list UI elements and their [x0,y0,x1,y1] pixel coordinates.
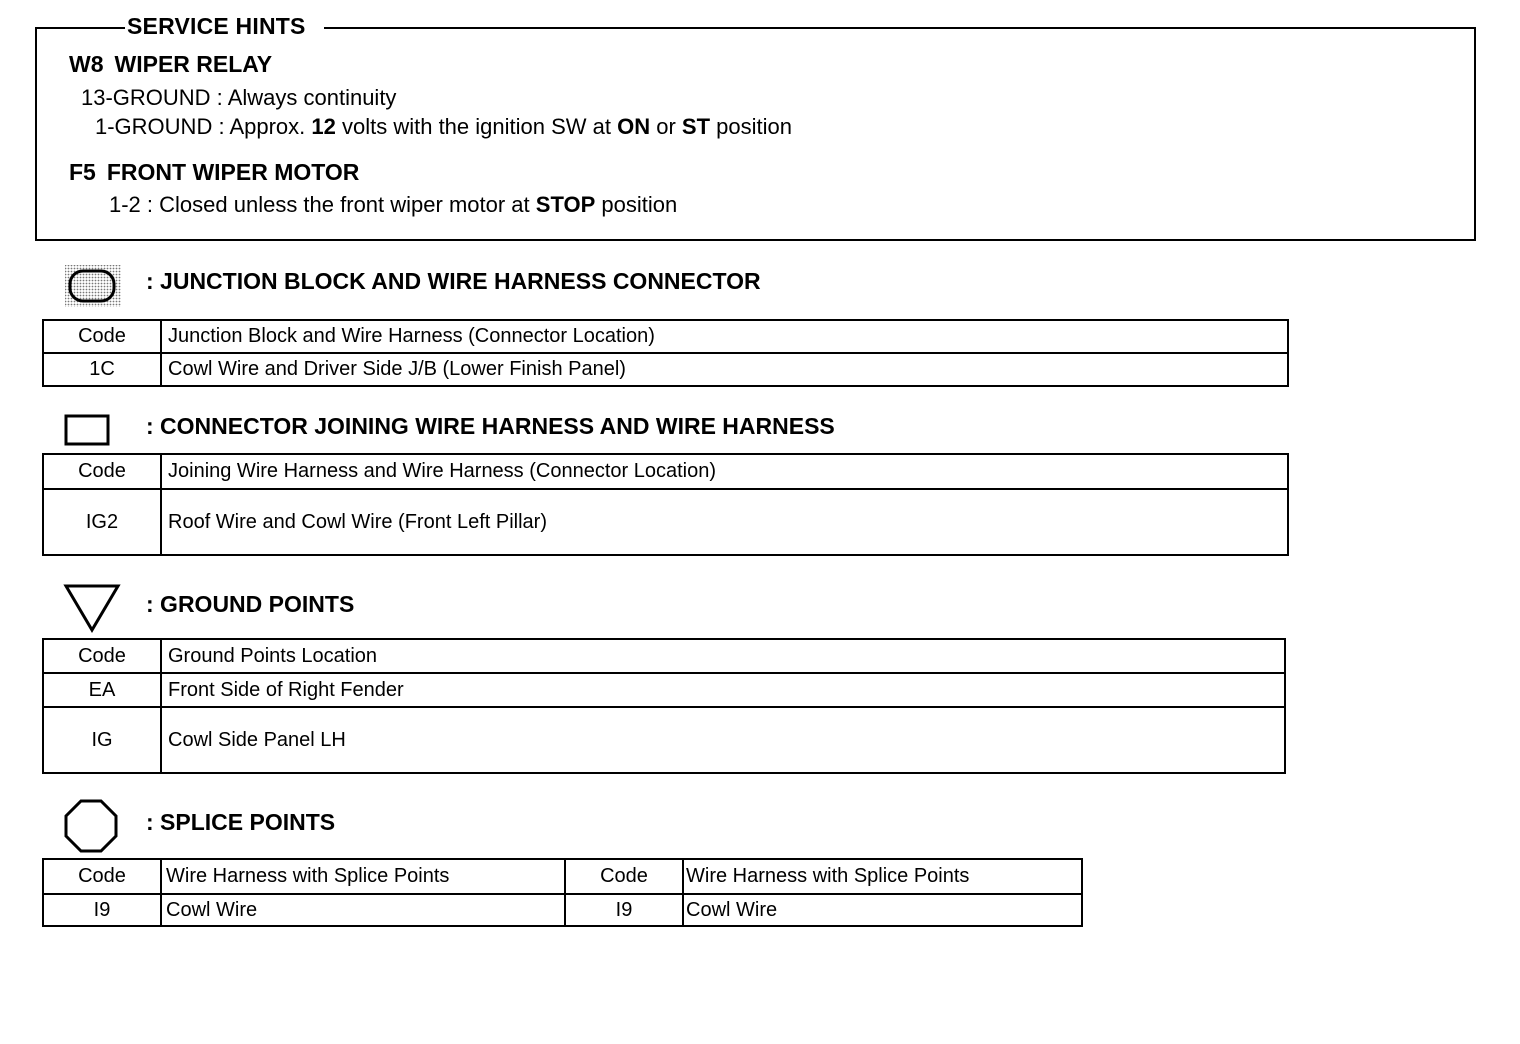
row-code: EA [43,673,161,707]
hint-f5-heading [69,159,359,186]
table-row [43,353,1288,386]
service-hints-box [35,13,1476,241]
table-header-row [43,454,1288,489]
row-code: IG [43,707,161,773]
hint-w8-line-2-text-2: or [650,114,682,139]
junction-block-table [42,319,1289,387]
hint-w8-line-2 [95,114,792,140]
row-code-2: I9 [565,894,683,926]
row-code: I9 [43,894,161,926]
header-code-2: Code [565,859,683,894]
hint-w8-line-2-on: ON [617,114,651,139]
triangle-down-icon [62,583,122,633]
hint-f5-name: FRONT WIPER MOTOR [106,159,360,185]
hint-w8-line-1: 13-GROUND : Always continuity [81,85,397,110]
hint-w8-line-2-text-1: volts with the ignition SW at [335,114,618,139]
row-desc: Front Side of Right Fender [161,673,1285,707]
ground-points-table [42,638,1286,774]
table-header-row [43,859,1082,894]
table-row [43,673,1285,707]
hint-w8-line-2-text-3: position [710,114,792,139]
octagon-icon [63,798,119,854]
rounded-rectangle-shaded-icon [64,264,122,308]
connector-joining-table [42,453,1289,556]
row-code: IG2 [43,489,161,555]
hint-f5-code: F5 [69,159,96,185]
table-row [43,894,1082,926]
table-row [43,707,1285,773]
row-desc: Cowl Wire and Driver Side J/B (Lower Finish Panel) [161,353,1288,386]
header-desc: Wire Harness with Splice Points [161,859,565,894]
splice-points-table [42,858,1083,927]
hint-f5-line-1-prefix: 1-2 : Closed unless the front wiper motor at [109,192,536,217]
hint-w8-code: W8 [69,51,104,77]
hint-f5-line-1 [109,192,677,218]
hint-w8-line-2-st: ST [681,114,711,139]
header-desc: Junction Block and Wire Harness (Connector Location) [161,320,1288,353]
hint-f5-line-1-text: position [595,192,678,217]
service-hints-title: SERVICE HINTS [125,13,324,40]
header-code: Code [43,639,161,673]
hint-w8-name: WIPER RELAY [114,51,273,77]
table-row [43,489,1288,555]
row-desc: Cowl Wire [161,894,565,926]
header-desc-2: Wire Harness with Splice Points [683,859,1082,894]
row-desc-2: Cowl Wire [683,894,1082,926]
hint-f5-line-1-stop: STOP [535,192,596,217]
junction-block-title: : JUNCTION BLOCK AND WIRE HARNESS CONNECTOR [146,268,761,294]
row-desc: Cowl Side Panel LH [161,707,1285,773]
table-header-row [43,320,1288,353]
row-desc: Roof Wire and Cowl Wire (Front Left Pillar) [161,489,1288,555]
header-desc: Ground Points Location [161,639,1285,673]
hint-w8-heading [69,51,272,78]
header-code: Code [43,320,161,353]
header-desc: Joining Wire Harness and Wire Harness (Connector Location) [161,454,1288,489]
header-code: Code [43,454,161,489]
splice-points-title: : SPLICE POINTS [146,809,336,835]
rectangle-icon [64,414,112,448]
header-code: Code [43,859,161,894]
table-header-row [43,639,1285,673]
row-code: 1C [43,353,161,386]
hint-w8-line-2-prefix: 1-GROUND : Approx. [95,114,312,139]
connector-joining-title: : CONNECTOR JOINING WIRE HARNESS AND WIRE HARNESS [146,413,835,439]
ground-points-title: : GROUND POINTS [146,591,355,617]
hint-w8-line-2-voltage: 12 [311,114,336,139]
